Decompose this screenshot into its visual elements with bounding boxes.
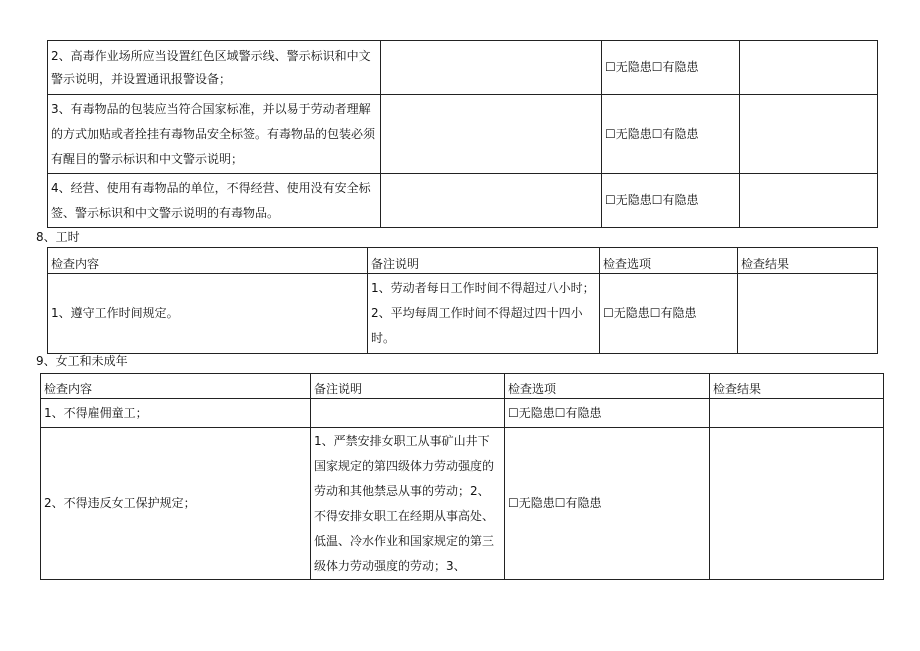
header-note: 备注说明 [311, 374, 505, 399]
check-result-cell[interactable] [740, 95, 878, 174]
check-content-cell: 3、有毒物品的包装应当符合国家标准，并以易于劳动者理解的方式加贴或者拴挂有毒物品安全标签。有毒物品的包装必须有醒目的警示标识和中文警示说明； [48, 95, 381, 174]
working-hours-table [47, 247, 878, 354]
note-cell [311, 399, 505, 428]
table-header-row [48, 248, 878, 274]
header-content: 检查内容 [48, 248, 368, 274]
check-content-cell: 1、不得雇佣童工； [41, 399, 311, 428]
note-cell [381, 95, 602, 174]
check-option-cell[interactable]: ☐无隐患☐有隐患 [505, 428, 710, 580]
section-title-working-hours: 8、工时 [36, 230, 80, 244]
section-title-female-minor-workers: 9、女工和未成年 [36, 354, 128, 368]
check-result-cell[interactable] [740, 41, 878, 95]
check-content-cell: 2、高毒作业场所应当设置红色区域警示线、警示标识和中文警示说明，并设置通讯报警设备； [48, 41, 381, 95]
note-cell [381, 174, 602, 228]
female-minor-workers-table [40, 373, 884, 580]
table-row [48, 95, 878, 174]
table-row [41, 428, 884, 580]
check-result-cell[interactable] [740, 174, 878, 228]
check-content-cell: 4、经营、使用有毒物品的单位，不得经营、使用没有安全标签、警示标识和中文警示说明的有毒物品。 [48, 174, 381, 228]
check-content-cell: 2、不得违反女工保护规定； [41, 428, 311, 580]
note-cell: 1、劳动者每日工作时间不得超过八小时；2、平均每周工作时间不得超过四十四小时。 [368, 274, 600, 354]
check-option-cell[interactable]: ☐无隐患☐有隐患 [602, 95, 740, 174]
check-option-cell[interactable]: ☐无隐患☐有隐患 [600, 274, 738, 354]
check-option-cell[interactable]: ☐无隐患☐有隐患 [505, 399, 710, 428]
header-note: 备注说明 [368, 248, 600, 274]
check-content-cell: 1、遵守工作时间规定。 [48, 274, 368, 354]
check-result-cell[interactable] [710, 399, 884, 428]
table-row [41, 399, 884, 428]
check-option-cell[interactable]: ☐无隐患☐有隐患 [602, 41, 740, 95]
table-row [48, 274, 878, 354]
check-result-cell[interactable] [710, 428, 884, 580]
header-option: 检查选项 [600, 248, 738, 274]
table-header-row [41, 374, 884, 399]
check-option-cell[interactable]: ☐无隐患☐有隐患 [602, 174, 740, 228]
table-row [48, 41, 878, 95]
header-option: 检查选项 [505, 374, 710, 399]
header-result: 检查结果 [710, 374, 884, 399]
header-content: 检查内容 [41, 374, 311, 399]
toxic-items-table [47, 40, 878, 228]
note-cell [381, 41, 602, 95]
check-result-cell[interactable] [738, 274, 878, 354]
table-row [48, 174, 878, 228]
header-result: 检查结果 [738, 248, 878, 274]
note-cell: 1、严禁安排女职工从事矿山井下国家规定的第四级体力劳动强度的劳动和其他禁忌从事的劳动；2、不得安排女职工在经期从事高处、低温、冷水作业和国家规定的第三级体力劳动强度的劳动；3、 [311, 428, 505, 580]
